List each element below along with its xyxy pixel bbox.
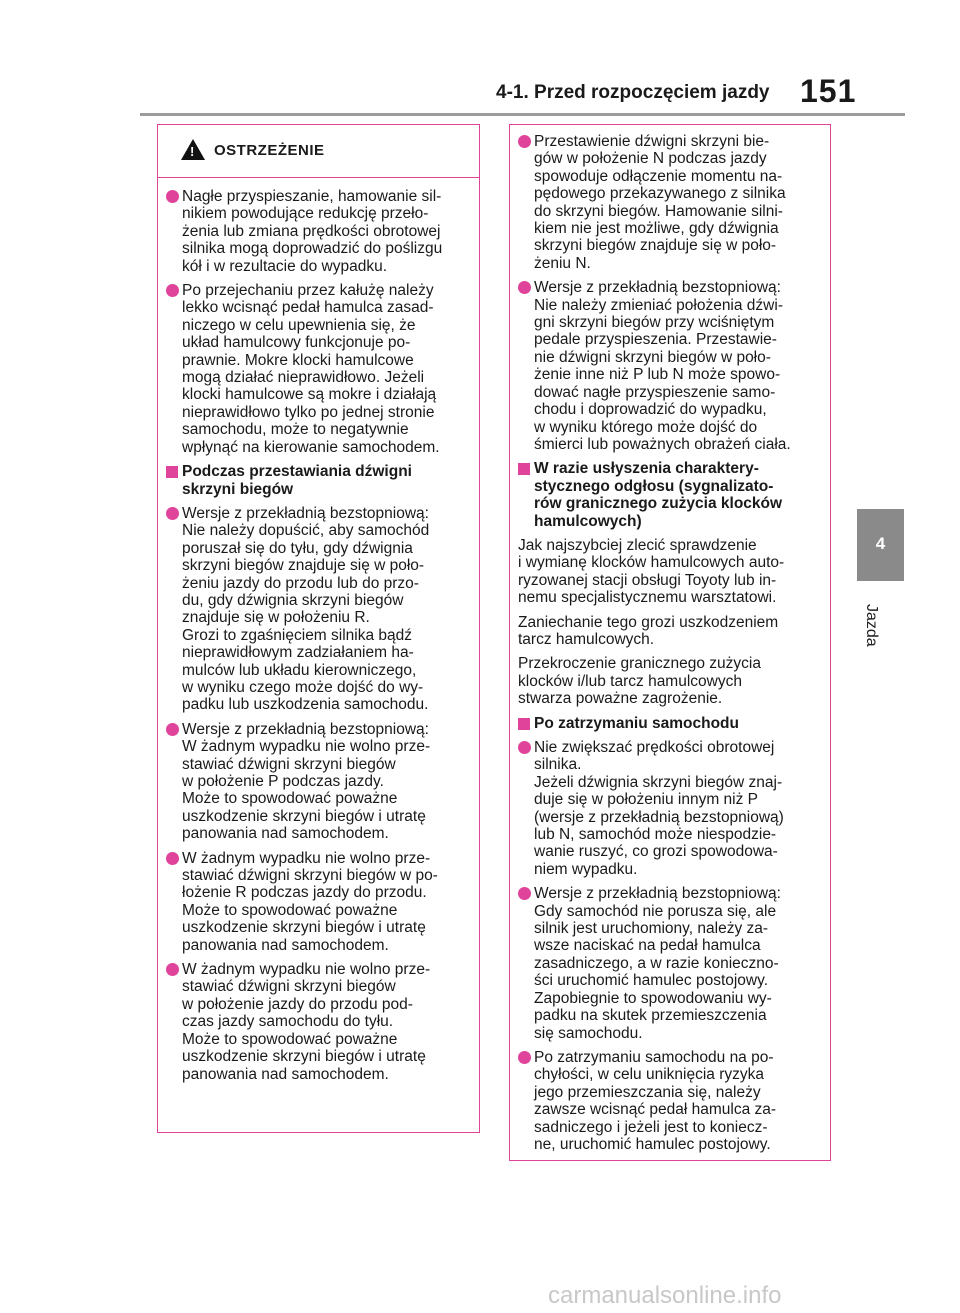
text-line: Wersje z przekładnią bezstopniową: <box>182 504 429 522</box>
text-line: ryzowanej stacji obsługi Toyoty lub in- <box>518 571 777 589</box>
section-heading <box>518 460 822 530</box>
text-line: do skrzyni biegów. Hamowanie silni- <box>534 202 783 220</box>
text-line: W razie usłyszenia charaktery- <box>534 460 759 478</box>
page-number: 151 <box>800 73 857 109</box>
text-line: skrzyni biegów znajduje się w poło- <box>534 237 777 255</box>
text-line: Może to spowodować poważne <box>182 901 398 919</box>
text-line: w wyniku czego może dojść do wy- <box>182 678 424 696</box>
text-line: pędowego przekazywanego z silnika <box>534 185 786 203</box>
text-line: żeniu jazdy do przodu lub do przo- <box>182 574 419 592</box>
text-line: czas jazdy samochodu do tyłu. <box>182 1013 394 1031</box>
text-line: skrzyni biegów <box>182 480 294 498</box>
bullet-dot-icon <box>166 284 179 297</box>
bullet-dot-icon <box>166 723 179 736</box>
text-line: w wyniku którego może dojść do <box>534 418 758 436</box>
text-line: nikiem powodujące redukcję przeło- <box>182 205 429 223</box>
text-line: nieprawidłowym zadziałaniem ha- <box>182 644 414 662</box>
text-line: dować nagłe przyspieszenie samo- <box>534 383 776 401</box>
warning-content-left <box>158 178 479 1083</box>
text-line: skrzyni biegów znajduje się w poło- <box>182 557 425 575</box>
watermark: carmanualsonline.info <box>548 1282 782 1309</box>
text-line: nemu specjalistycznemu warsztatowi. <box>518 589 777 607</box>
text-line: pedale przyspieszenia. Przestawie- <box>534 331 777 349</box>
warning-box <box>157 124 480 1133</box>
text-line: Nie należy dopuścić, aby samochód <box>182 522 430 540</box>
text-line: stycznego odgłosu (sygnalizato- <box>534 477 774 495</box>
text-line: uszkodzenie skrzyni biegów i utratę <box>182 1048 426 1066</box>
warning-box-continued <box>509 124 831 1161</box>
text-line: wsze naciskać na pedał hamulca <box>534 937 761 955</box>
text-line: panowania nad samochodem. <box>182 936 389 954</box>
text-line: mogą działać nieprawidłowo. Jeżeli <box>182 369 425 387</box>
bullet-dot-icon <box>518 741 531 754</box>
text-line: wanie ruszyć, co grozi spowodowa- <box>534 843 778 861</box>
section-heading <box>166 463 471 498</box>
text-line: kiem nie jest możliwe, gdy dźwignia <box>534 220 779 238</box>
text-line: znajduje się w położeniu R. <box>182 609 370 627</box>
bullet-item <box>166 850 471 954</box>
bullet-item <box>518 279 822 453</box>
bullet-item <box>166 961 471 1083</box>
text-line: stawiać dźwigni skrzyni biegów w po- <box>182 867 438 885</box>
text-line: Grozi to zgaśnięciem silnika bądź <box>182 626 413 644</box>
text-line: poruszał się do tyłu, gdy dźwignia <box>182 539 413 557</box>
text-line: lub N, samochód może niespodzie- <box>534 826 777 844</box>
text-line: żenie inne niż P lub N może spowo- <box>534 366 781 384</box>
text-line: W żadnym wypadku nie wolno prze- <box>182 738 431 756</box>
text-line: ne, uruchomić hamulec postojowy. <box>534 1135 771 1153</box>
text-line: w położenie jazdy do przodu pod- <box>182 995 413 1013</box>
bullet-item <box>518 739 822 878</box>
text-line: Jak najszybciej zlecić sprawdzenie <box>518 536 757 554</box>
text-line: mulców lub układu kierowniczego, <box>182 661 417 679</box>
text-line: stawiać dźwigni skrzyni biegów <box>182 978 396 996</box>
text-line: nieprawidłowo tylko po jednej stronie <box>182 403 435 421</box>
text-line: kół i w rezultacie do wypadku. <box>182 257 388 275</box>
heading-square-icon <box>518 718 530 730</box>
text-line: chyłości, w celu uniknięcia ryzyka <box>534 1066 765 1084</box>
text-line: duje się w położeniu innym niż P <box>534 791 759 809</box>
text-line: Może to spowodować poważne <box>182 790 398 808</box>
text-line: W żadnym wypadku nie wolno prze- <box>182 849 431 867</box>
text-line: gów w położenie N podczas jazdy <box>534 150 767 168</box>
warning-triangle-icon <box>181 139 205 160</box>
bullet-dot-icon <box>518 1051 531 1064</box>
bullet-dot-icon <box>518 135 531 148</box>
warning-title: OSTRZEŻENIE <box>214 142 325 159</box>
text-line: nie dźwigni skrzyni biegów w poło- <box>534 348 771 366</box>
text-line: padku na skutek przemieszczenia <box>534 1007 767 1025</box>
text-line: Jeżeli dźwignia skrzyni biegów znaj- <box>534 773 783 791</box>
warning-content-right <box>510 125 830 1153</box>
text-line: stawiać dźwigni skrzyni biegów <box>182 755 396 773</box>
text-line: Może to spowodować poważne <box>182 1030 398 1048</box>
text-line: lekko wcisnąć pedał hamulca zasad- <box>182 299 434 317</box>
text-line: Wersje z przekładnią bezstopniową: <box>534 885 781 903</box>
text-line: rów granicznego zużycia klocków <box>534 495 783 513</box>
text-line: stwarza poważne zagrożenie. <box>518 690 723 708</box>
text-line: zasadniczego, a w razie konieczno- <box>534 954 779 972</box>
paragraph <box>518 614 822 649</box>
text-line: ści uruchomić hamulec postojowy. <box>534 972 769 990</box>
heading-square-icon <box>166 466 178 478</box>
text-line: silnika. <box>534 756 582 774</box>
text-line: Wersje z przekładnią bezstopniową: <box>182 720 429 738</box>
bullet-item <box>518 885 822 1042</box>
text-line: się samochodu. <box>534 1024 643 1042</box>
text-line: uszkodzenie skrzyni biegów i utratę <box>182 807 426 825</box>
heading-square-icon <box>518 463 530 475</box>
paragraph <box>518 655 822 707</box>
text-line: panowania nad samochodem. <box>182 1065 389 1083</box>
chapter-number: 4 <box>875 534 886 553</box>
text-line: samochodu, może to negatywnie <box>182 421 409 439</box>
text-line: klocków i/lub tarcz hamulcowych <box>518 672 742 690</box>
section-heading <box>518 715 822 732</box>
text-line: Przekroczenie granicznego zużycia <box>518 655 761 673</box>
bullet-item <box>166 721 471 843</box>
bullet-item <box>166 188 471 275</box>
bullet-dot-icon <box>166 190 179 203</box>
text-line: Nie należy zmieniać położenia dźwi- <box>534 296 783 314</box>
text-line: zawsze wcisnąć pedał hamulca za- <box>534 1101 777 1119</box>
text-line: du, gdy dźwignia skrzyni biegów <box>182 591 404 609</box>
text-line: silnika mogą doprowadzić do poślizgu <box>182 240 443 258</box>
text-line: jego przemieszczania się, należy <box>534 1083 761 1101</box>
text-line: niem wypadku. <box>534 860 638 878</box>
text-line: klocki hamulcowe są mokre i działają <box>182 386 437 404</box>
text-line: Wersje z przekładnią bezstopniową: <box>534 279 781 297</box>
text-line: Zaniechanie tego grozi uszkodzeniem <box>518 613 779 631</box>
bullet-dot-icon <box>518 281 531 294</box>
text-line: żenia lub zmiana prędkości obrotowej <box>182 222 441 240</box>
bullet-item <box>518 133 822 272</box>
text-line: uszkodzenie skrzyni biegów i utratę <box>182 919 426 937</box>
text-line: chodu i doprowadzić do wypadku, <box>534 401 767 419</box>
text-line: padku lub uszkodzenia samochodu. <box>182 696 429 714</box>
bullet-item <box>166 505 471 714</box>
text-line: niczego w celu upewnienia się, że <box>182 316 416 334</box>
text-line: śmierci lub poważnych obrażeń ciała. <box>534 435 791 453</box>
text-line: i wymianę klocków hamulcowych auto- <box>518 554 785 572</box>
text-line: Po przejechaniu przez kałużę należy <box>182 282 434 300</box>
text-line: Podczas przestawiania dźwigni <box>182 463 412 481</box>
bullet-item <box>518 1049 822 1153</box>
text-line: gni skrzyni biegów przy wciśniętym <box>534 314 775 332</box>
text-line: spowoduje odłączenie momentu na- <box>534 167 783 185</box>
text-line: Nagłe przyspieszanie, hamowanie sil- <box>182 188 442 205</box>
bullet-dot-icon <box>166 963 179 976</box>
text-line: Po zatrzymaniu samochodu na po- <box>534 1048 774 1066</box>
text-line: hamulcowych) <box>534 512 642 530</box>
warning-header <box>158 125 479 178</box>
bullet-item <box>166 282 471 456</box>
bullet-dot-icon <box>166 507 179 520</box>
section-title: 4-1. Przed rozpoczęciem jazdy <box>496 82 770 103</box>
text-line: prawnie. Mokre klocki hamulcowe <box>182 351 414 369</box>
bullet-dot-icon <box>518 887 531 900</box>
text-line: Zapobiegnie to spowodowaniu wy- <box>534 989 772 1007</box>
text-line: W żadnym wypadku nie wolno prze- <box>182 961 431 979</box>
text-line: łożenie R podczas jazdy do przodu. <box>182 884 427 902</box>
chapter-tab[interactable] <box>857 509 904 581</box>
text-line: tarcz hamulcowych. <box>518 630 655 648</box>
text-line: układ hamulcowy funkcjonuje po- <box>182 334 411 352</box>
text-line: silnik jest uruchomiony, należy za- <box>534 920 769 938</box>
paragraph <box>518 537 822 607</box>
text-line: (wersje z przekładnią bezstopniową) <box>534 808 784 826</box>
text-line: w położenie P podczas jazdy. <box>182 773 384 790</box>
text-line: panowania nad samochodem. <box>182 825 389 843</box>
text-line: Nie zwiększać prędkości obrotowej <box>534 739 775 756</box>
bullet-dot-icon <box>166 852 179 865</box>
text-line: Gdy samochód nie porusza się, ale <box>534 902 777 920</box>
chapter-label: Jazda <box>863 604 880 647</box>
text-line: żeniu N. <box>534 254 591 272</box>
header-divider <box>140 113 905 116</box>
text-line: Po zatrzymaniu samochodu <box>534 714 739 732</box>
text-line: wpłynąć na kierowanie samochodem. <box>182 438 440 456</box>
text-line: sadniczego i jeżeli jest to koniecz- <box>534 1118 768 1136</box>
text-line: Przestawienie dźwigni skrzyni bie- <box>534 133 770 150</box>
